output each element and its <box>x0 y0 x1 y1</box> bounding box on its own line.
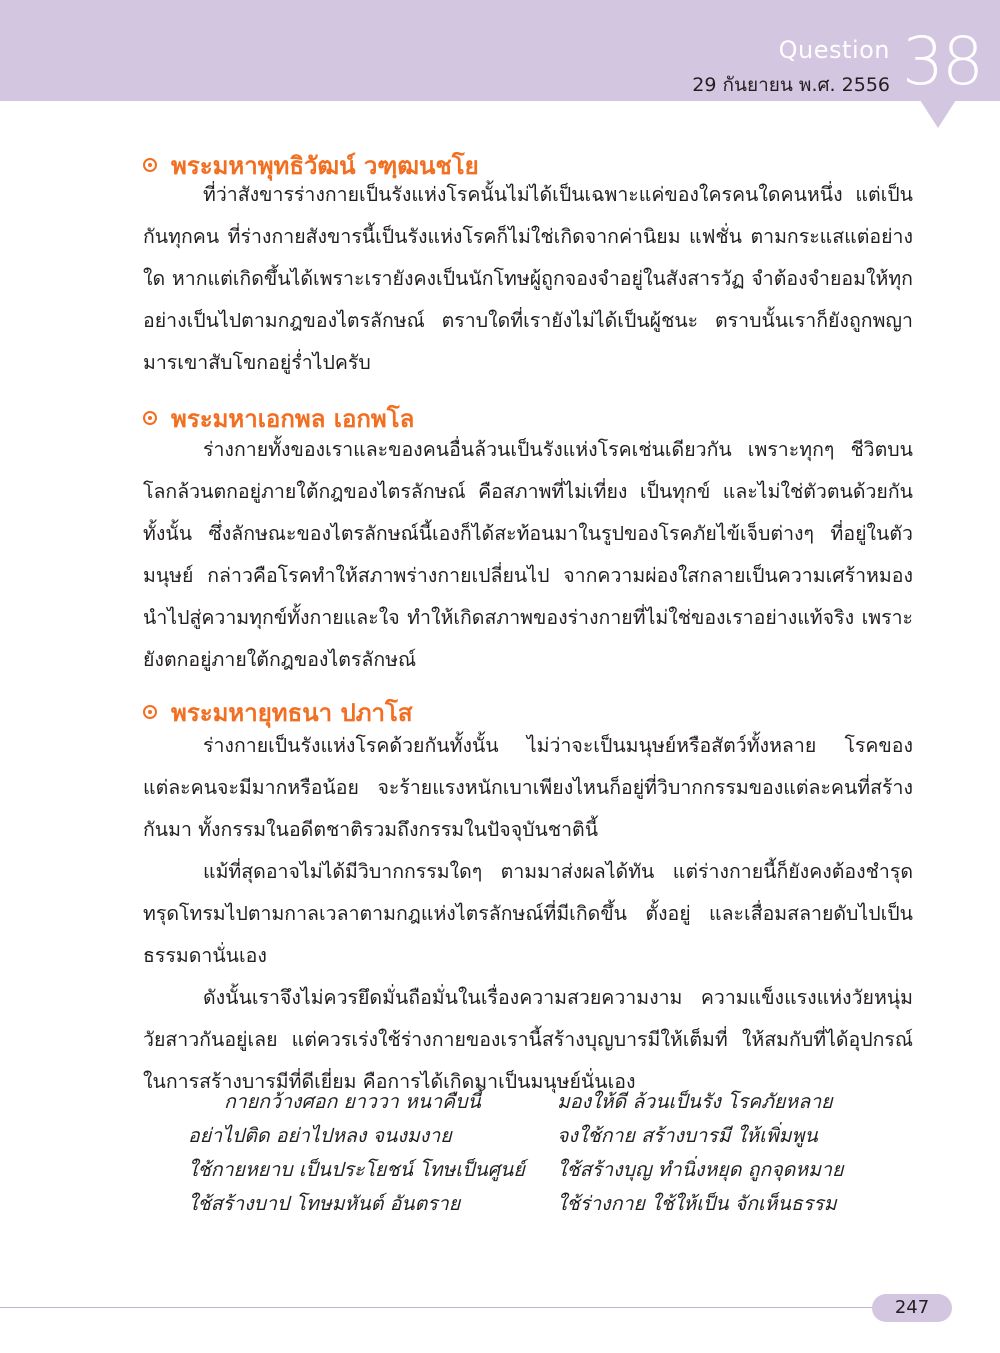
paragraph: ร่างกายทั้งของเราและของคนอื่นล้วนเป็นรังแห่งโรคเช่นเดียวกัน เพราะทุกๆ ชีวิตบนโลกล้วนตกอยู่ภายใต้กฎของไตรลักษณ์ คือสภาพที่ไม่เที่ยง เป็นทุกข์ และไม่ใช่ตัวตนด้วยกันทั้งนั้น ซึ่งลักษณะของไตรลักษณ์นี้เองก็ได้สะท้อนมาในรูปของโรคภัยไข้เจ็บต่างๆ ที่อยู่ในตัวมนุษย์ กล่าวคือโรคทำให้สภาพร่างกายเปลี่ยนไป จากความผ่องใสกลายเป็นความเศร้าหมอง นำไปสู่ความทุกข์ทั้งกายและใจ ทำให้เกิดสภาพของร่างกายที่ไม่ใช่ของเราอย่างแท้จริง เพราะยังตกอยู่ภายใต้กฎของไตรลักษณ์ <box>143 438 913 671</box>
poem-line: ใช้กายหยาบ เป็นประโยชน์ โทษเป็นศูนย์ <box>188 1158 525 1181</box>
section-body <box>143 174 913 384</box>
poem-left-column <box>188 1085 525 1221</box>
section-body <box>143 429 913 681</box>
question-label: Question <box>778 36 890 64</box>
bullet-icon <box>143 411 157 425</box>
poem-line: อย่าไปติด อย่าไปหลง จนงมงาย <box>188 1124 452 1147</box>
bullet-icon <box>143 705 157 719</box>
question-number: 38 <box>902 23 982 100</box>
poem-line: กายกว้างศอก ยาววา หนาคืบนี้ <box>224 1090 481 1113</box>
poem-right-column <box>557 1085 843 1221</box>
section-heading-text: พระมหาพุทธิวัฒน์ วฑฺฒนชโย <box>171 152 479 180</box>
page-number: 247 <box>872 1294 952 1322</box>
poem-line: จงใช้กาย สร้างบารมี ให้เพิ่มพูน <box>557 1124 818 1147</box>
section-heading-text: พระมหาเอกพล เอกพโล <box>171 405 415 433</box>
paragraph: ที่ว่าสังขารร่างกายเป็นรังแห่งโรคนั้นไม่ได้เป็นเฉพาะแค่ของใครคนใดคนหนึ่ง แต่เป็นกันทุกคน ที่ร่างกายสังขารนี้เป็นรังแห่งโรคก็ไม่ใช่เกิดจากค่านิยม แฟชั่น ตามกระแสแต่อย่างใด หากแต่เกิดขึ้นได้เพราะเรายังคงเป็นนักโทษผู้ถูกจองจำอยู่ในสังสารวัฏ จำต้องจำยอมให้ทุกอย่างเป็นไปตามกฎของไตรลักษณ์ ตราบใดที่เรายังไม่ได้เป็นผู้ชนะ ตราบนั้นเราก็ยังถูกพญามารเขาสับโขกอยู่ร่ำไปครับ <box>143 183 913 374</box>
paragraph: ดังนั้นเราจึงไม่ควรยึดมั่นถือมั่นในเรื่องความสวยความงาม ความแข็งแรงแห่งวัยหนุ่มวัยสาวกันอยู่เลย แต่ควรเร่งใช้ร่างกายของเรานี้สร้างบุญบารมีให้เต็มที่ ให้สมกับที่ได้อุปกรณ์ในการสร้างบารมีที่ดีเยี่ยม คือการได้เกิดมาเป็นมนุษย์นั่นเอง <box>143 986 913 1093</box>
section-body <box>143 725 913 1103</box>
bullet-icon <box>143 158 157 172</box>
poem-line: มองให้ดี ล้วนเป็นรัง โรคภัยหลาย <box>557 1090 833 1113</box>
section-heading-text: พระมหายุทธนา ปภาโส <box>171 699 413 727</box>
paragraph: แม้ที่สุดอาจไม่ได้มีวิบากกรรมใดๆ ตามมาส่งผลได้ทัน แต่ร่างกายนี้ก็ยังคงต้องชำรุดทรุดโทรมไปตามกาลเวลาตามกฎแห่งไตรลักษณ์ที่มีเกิดขึ้น ตั้งอยู่ และเสื่อมสลายดับไปเป็นธรรมดานั่นเอง <box>143 860 913 967</box>
paragraph: ร่างกายเป็นรังแห่งโรคด้วยกันทั้งนั้น ไม่ว่าจะเป็นมนุษย์หรือสัตว์ทั้งหลาย โรคของแต่ละคนจะมีมากหรือน้อย จะร้ายแรงหนักเบาเพียงไหนก็อยู่ที่วิบากกรรมของแต่ละคนที่สร้างกันมา ทั้งกรรมในอดีตชาติรวมถึงกรรมในปัจจุบันชาตินี้ <box>143 734 913 841</box>
footer-divider <box>0 1307 880 1308</box>
poem-line: ใช้สร้างบาป โทษมหันต์ อันตราย <box>188 1192 461 1215</box>
poem-line: ใช้สร้างบุญ ทำนิ่งหยุด ถูกจุดหมาย <box>557 1158 844 1181</box>
poem-line: ใช้ร่างกาย ใช้ให้เป็น จักเห็นธรรม <box>557 1192 837 1215</box>
question-date: 29 กันยายน พ.ศ. 2556 <box>692 74 890 96</box>
header-pointer <box>920 100 956 128</box>
